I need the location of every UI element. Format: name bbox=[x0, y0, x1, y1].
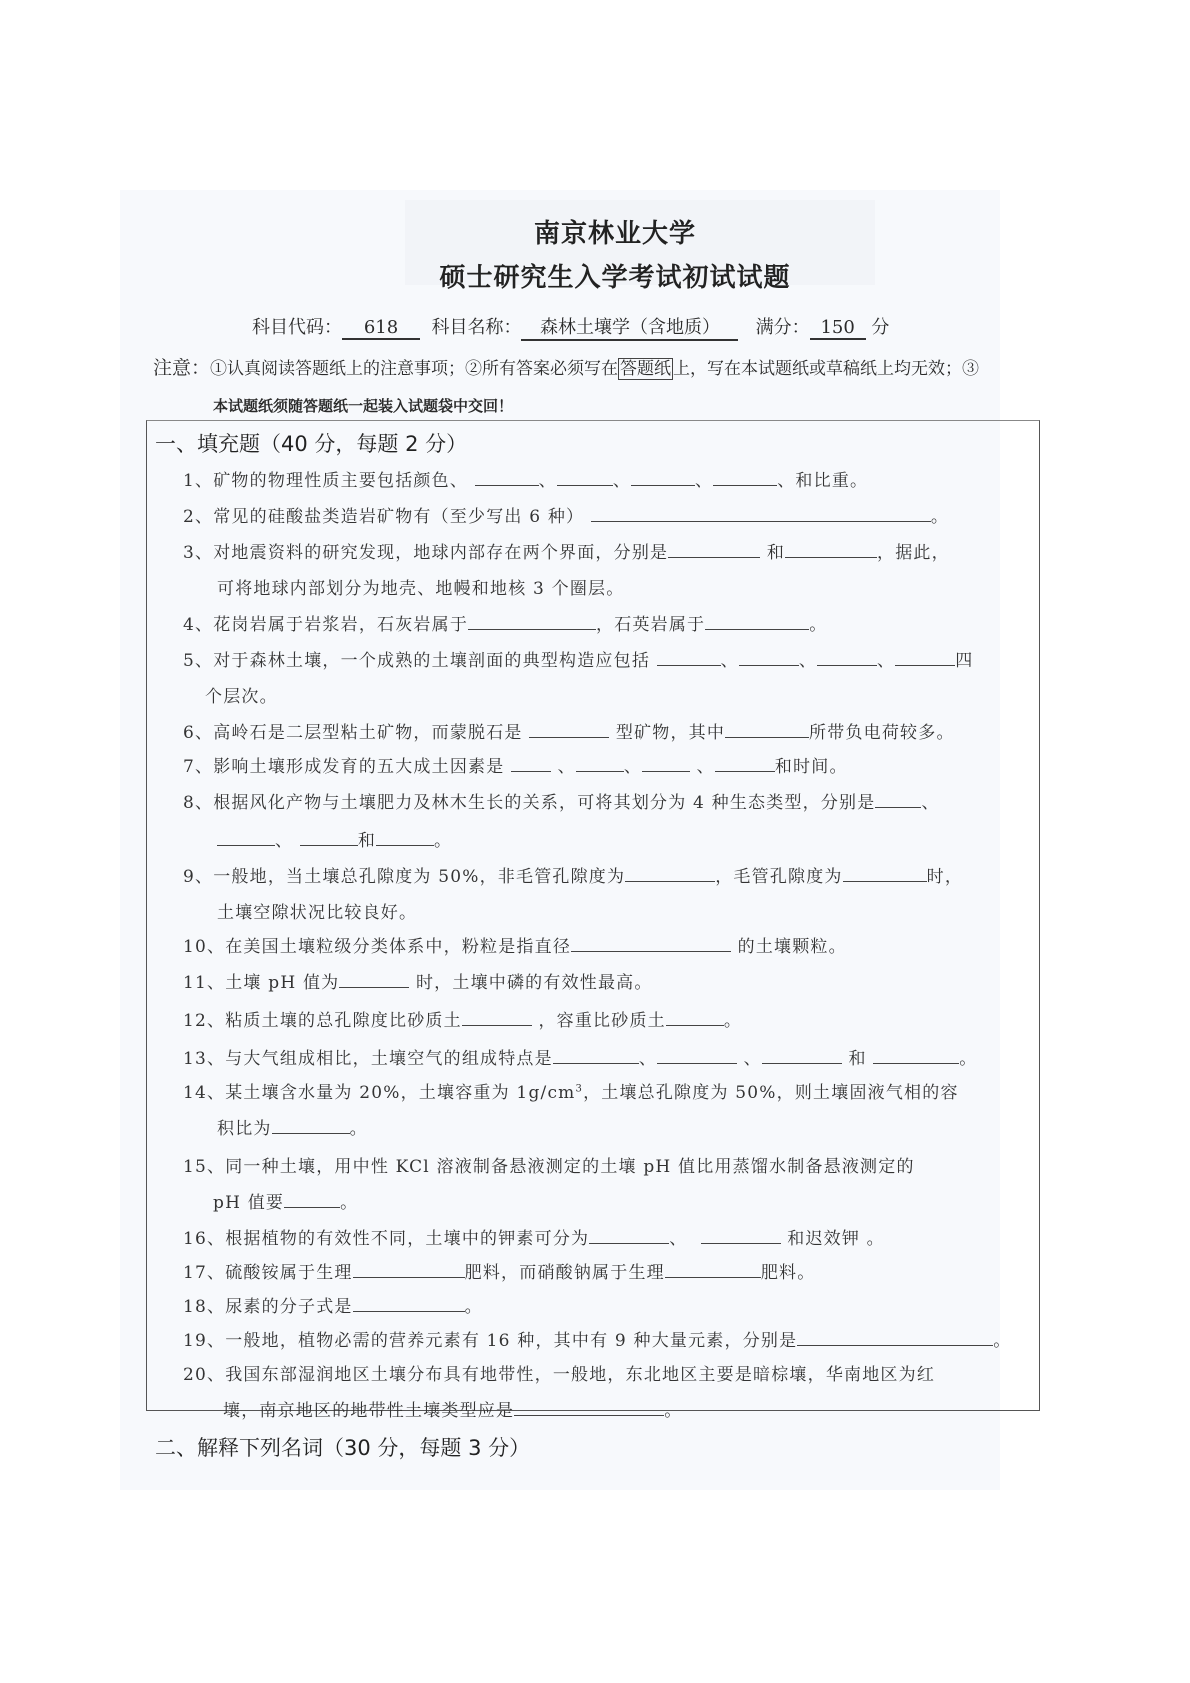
blank[interactable] bbox=[217, 828, 275, 846]
blank[interactable] bbox=[353, 1260, 465, 1278]
question-text: 、 bbox=[623, 757, 643, 777]
blank[interactable] bbox=[873, 1046, 959, 1064]
question-text: 17、硫酸铵属于生理 bbox=[183, 1263, 353, 1283]
blank[interactable] bbox=[376, 828, 434, 846]
question-text: 、 bbox=[743, 1049, 762, 1069]
question-18 bbox=[183, 1292, 483, 1317]
blank[interactable] bbox=[715, 754, 775, 772]
score-unit: 分 bbox=[871, 317, 890, 338]
question-3-cont: 可将地球内部划分为地壳、地幔和地核 3 个圈层。 bbox=[217, 579, 625, 599]
blank[interactable] bbox=[468, 612, 596, 630]
question-17 bbox=[183, 1258, 815, 1283]
question-15-cont bbox=[213, 1188, 358, 1213]
blank[interactable] bbox=[817, 648, 877, 666]
question-text: 的土壤颗粒。 bbox=[731, 937, 847, 957]
blank[interactable] bbox=[668, 540, 760, 558]
question-text: 。 bbox=[723, 1011, 743, 1031]
blank[interactable] bbox=[657, 1046, 737, 1064]
blank[interactable] bbox=[642, 754, 690, 772]
question-19 bbox=[183, 1326, 1012, 1351]
question-text: 壤，南京地区的地带性土壤类型应是 bbox=[223, 1401, 515, 1421]
blank[interactable] bbox=[625, 864, 715, 882]
blank[interactable] bbox=[705, 612, 809, 630]
subject-code-label: 科目代码： bbox=[252, 317, 342, 338]
question-text: 和 bbox=[760, 543, 786, 563]
question-text: 。 bbox=[664, 1401, 683, 1421]
full-score: 150 bbox=[810, 317, 866, 340]
question-text: 、 bbox=[695, 471, 714, 491]
question-text: 。 bbox=[930, 507, 950, 527]
blank[interactable] bbox=[631, 468, 695, 486]
question-text: 2、常见的硅酸盐类造岩矿物有（至少写出 6 种） bbox=[183, 507, 585, 527]
blank[interactable] bbox=[725, 720, 809, 738]
question-text: 时， bbox=[926, 867, 964, 887]
question-5 bbox=[183, 646, 973, 671]
blank[interactable] bbox=[843, 864, 927, 882]
question-text: pH 值要 bbox=[213, 1193, 285, 1213]
blank[interactable] bbox=[353, 1294, 465, 1312]
blank[interactable] bbox=[571, 934, 731, 952]
question-1 bbox=[183, 466, 868, 491]
question-text: 8、根据风化产物与土壤肥力及林木生长的关系，可将其划分为 4 种生态类型，分别是 bbox=[183, 793, 876, 813]
question-text: ，容重比砂质土 bbox=[531, 1011, 666, 1031]
blank[interactable] bbox=[657, 648, 721, 666]
question-text: 、 bbox=[612, 471, 632, 491]
blank[interactable] bbox=[785, 540, 877, 558]
question-text: 14、某土壤含水量为 20%，土壤容重为 1g/cm bbox=[183, 1083, 576, 1103]
blank[interactable] bbox=[475, 468, 539, 486]
question-16 bbox=[183, 1224, 885, 1249]
blank[interactable] bbox=[713, 468, 777, 486]
question-15: 15、同一种土壤，用中性 KCl 溶液制备悬液测定的土壤 pH 值比用蒸馏水制备悬液测定的 bbox=[183, 1157, 915, 1177]
question-text: 11、土壤 pH 值为 bbox=[183, 973, 340, 993]
question-text: 、 bbox=[798, 651, 818, 671]
question-text: 和时间。 bbox=[774, 757, 848, 777]
question-text: 、 bbox=[538, 471, 557, 491]
question-text: 。 bbox=[809, 615, 828, 635]
blank[interactable] bbox=[701, 1226, 781, 1244]
university-title: 南京林业大学 bbox=[533, 219, 696, 249]
blank[interactable] bbox=[576, 754, 624, 772]
question-text: ，土壤总孔隙度为 50%，则土壤固液气相的容 bbox=[583, 1083, 959, 1103]
question-text: 13、与大气组成相比，土壤空气的组成特点是 bbox=[183, 1049, 553, 1069]
subject-name: 森林土壤学（含地质） bbox=[521, 313, 738, 341]
question-text: 6、高岭石是二层型粘土矿物，而蒙脱石是 bbox=[183, 723, 530, 743]
notice-text-b: 上，写在本试题纸或草稿纸上均无效；③ bbox=[673, 359, 980, 379]
question-text: 、 bbox=[877, 651, 896, 671]
question-text: 19、一般地，植物必需的营养元素有 16 种，其中有 9 种大量元素，分别是 bbox=[183, 1331, 798, 1351]
blank[interactable] bbox=[553, 1046, 639, 1064]
blank[interactable] bbox=[665, 1260, 761, 1278]
subject-info-line bbox=[252, 313, 889, 341]
blank[interactable] bbox=[591, 504, 931, 522]
question-text: 7、影响土壤形成发育的五大成土因素是 bbox=[183, 757, 512, 777]
question-text: 四 bbox=[955, 651, 974, 671]
question-text: 4、花岗岩属于岩浆岩，石灰岩属于 bbox=[183, 615, 469, 635]
question-text: ，石英岩属于 bbox=[596, 615, 706, 635]
question-text: ，毛管孔隙度为 bbox=[715, 867, 843, 887]
notice-line-1 bbox=[153, 353, 979, 380]
question-text: 。 bbox=[464, 1297, 483, 1317]
question-14-cont bbox=[217, 1114, 368, 1139]
question-text: 。 bbox=[349, 1119, 368, 1139]
question-text: 和迟效钾 。 bbox=[780, 1229, 885, 1249]
question-text: 、 bbox=[921, 793, 940, 813]
question-text: 肥料，而硝酸钠属于生理 bbox=[464, 1263, 665, 1283]
question-8-cont bbox=[217, 826, 452, 851]
question-text: 。 bbox=[959, 1049, 978, 1069]
question-text: 10、在美国土壤粒级分类体系中，粉粒是指直径 bbox=[183, 937, 572, 957]
question-text: 5、对于森林土壤，一个成熟的土壤剖面的典型构造应包括 bbox=[183, 651, 657, 671]
full-score-label: 满分： bbox=[755, 317, 810, 338]
notice-label: 注意： bbox=[153, 357, 211, 379]
notice-text-a: ①认真阅读答题纸上的注意事项；②所有答案必须写在 bbox=[210, 359, 619, 379]
question-text: 、 bbox=[638, 1049, 658, 1069]
question-text: 3、对地震资料的研究发现，地球内部存在两个界面，分别是 bbox=[183, 543, 669, 563]
question-text: 、和比重。 bbox=[777, 471, 869, 491]
blank[interactable] bbox=[895, 648, 955, 666]
question-text: 、 bbox=[696, 757, 715, 777]
question-text: 12、粘质土壤的总孔隙度比砂质土 bbox=[183, 1011, 462, 1031]
question-10 bbox=[183, 932, 847, 957]
blank[interactable] bbox=[529, 720, 609, 738]
question-12 bbox=[183, 1006, 742, 1031]
question-text: 肥料。 bbox=[760, 1263, 816, 1283]
question-text: 9、一般地，当土壤总孔隙度为 50%，非毛管孔隙度为 bbox=[183, 867, 626, 887]
question-text: 、 bbox=[720, 651, 739, 671]
question-text: 、 bbox=[557, 757, 576, 777]
question-7 bbox=[183, 752, 848, 777]
question-text: 1、矿物的物理性质主要包括颜色、 bbox=[183, 471, 469, 491]
blank[interactable] bbox=[284, 1190, 340, 1208]
question-text: 、 bbox=[275, 831, 294, 851]
question-20-cont bbox=[223, 1396, 682, 1421]
question-text: 16、根据植物的有效性不同，土壤中的钾素可分为 bbox=[183, 1229, 590, 1249]
question-14 bbox=[183, 1078, 959, 1103]
question-11 bbox=[183, 968, 653, 993]
blank[interactable] bbox=[762, 1046, 842, 1064]
answer-sheet-boxed: 答题纸 bbox=[620, 359, 672, 379]
question-5-cont: 个层次。 bbox=[205, 687, 278, 707]
blank[interactable] bbox=[557, 468, 613, 486]
question-text: 型矿物，其中 bbox=[609, 723, 726, 743]
question-text: 积比为 bbox=[217, 1119, 272, 1139]
blank[interactable] bbox=[666, 1008, 724, 1026]
blank[interactable] bbox=[511, 754, 551, 772]
subject-name-label: 科目名称： bbox=[431, 317, 522, 338]
question-text: 时，土壤中磷的有效性最高。 bbox=[409, 973, 653, 993]
question-20: 20、我国东部湿润地区土壤分布具有地带性，一般地，东北地区主要是暗棕壤，华南地区为红 bbox=[183, 1365, 936, 1385]
section-2-title: 二、解释下列名词（30 分，每题 3 分） bbox=[155, 1436, 531, 1460]
blank[interactable] bbox=[797, 1328, 993, 1346]
blank[interactable] bbox=[875, 790, 921, 808]
blank[interactable] bbox=[462, 1008, 532, 1026]
blank[interactable] bbox=[739, 648, 799, 666]
blank[interactable] bbox=[339, 970, 409, 988]
question-text: 、 bbox=[669, 1229, 695, 1249]
question-4 bbox=[183, 610, 827, 635]
section-1-title: 一、填充题（40 分，每题 2 分） bbox=[155, 432, 468, 456]
question-8 bbox=[183, 788, 940, 813]
question-9-cont: 土壤空隙状况比较良好。 bbox=[217, 903, 418, 923]
blank[interactable] bbox=[589, 1226, 669, 1244]
question-text: ，据此， bbox=[877, 543, 950, 563]
blank[interactable] bbox=[514, 1398, 664, 1416]
question-text: 18、尿素的分子式是 bbox=[183, 1297, 353, 1317]
superscript: 3 bbox=[575, 1083, 584, 1095]
question-text: 。 bbox=[340, 1193, 359, 1213]
notice-line-2: 本试题纸须随答题纸一起装入试题袋中交回！ bbox=[213, 397, 514, 415]
question-text: 。 bbox=[434, 831, 453, 851]
question-text: 和 bbox=[841, 1049, 867, 1069]
question-text: 。 bbox=[993, 1331, 1012, 1351]
question-2 bbox=[183, 502, 949, 527]
question-3 bbox=[183, 538, 950, 563]
subject-code: 618 bbox=[342, 317, 420, 340]
blank[interactable] bbox=[300, 828, 358, 846]
blank[interactable] bbox=[272, 1116, 350, 1134]
question-text: 所带负电荷较多。 bbox=[809, 723, 955, 743]
question-text: 和 bbox=[357, 831, 377, 851]
question-9 bbox=[183, 862, 963, 887]
exam-title: 硕士研究生入学考试初试试题 bbox=[439, 263, 791, 293]
question-6 bbox=[183, 718, 955, 743]
question-13 bbox=[183, 1044, 977, 1069]
